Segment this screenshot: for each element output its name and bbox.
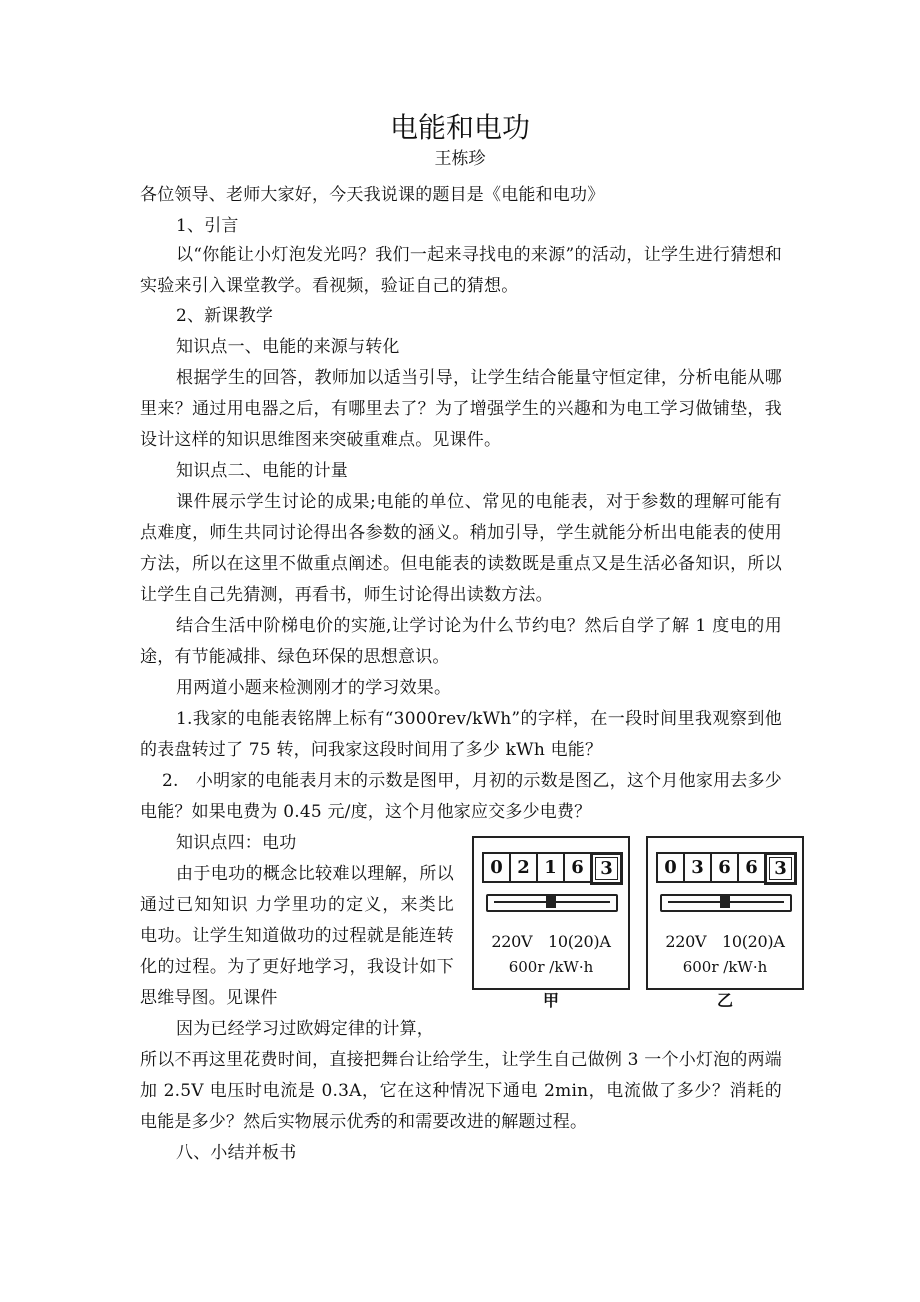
meter-reading-yi: [656, 852, 795, 885]
knowledge-point-4-heading: 知识点四：电功: [176, 833, 297, 853]
opening-paragraph: 各位领导、老师大家好，今天我说课的题目是《电能和电功》: [140, 185, 605, 205]
knowledge-point-1-heading: 知识点一、电能的来源与转化: [176, 337, 400, 357]
meter-rotor-disk: [660, 894, 792, 912]
knowledge-point-2-paragraph: 课件展示学生讨论的成果;电能的单位、常见的电能表，对于参数的理解可能有点难度，师生共同讨论得出各参数的涵义。稍加引导，学生就能分析出电能表的使用方法，所以在这里不做重点阐述。但电能表的读数既是重点又是生活必备知识，所以让学生自己先猜测，再看书，师生讨论得出读数方法。: [140, 492, 782, 605]
meter-digit: 0: [482, 852, 511, 883]
meter-constant: 600r /kW·h: [682, 958, 768, 976]
meter-digit: 6: [710, 852, 739, 883]
meter-digit: 3: [683, 852, 712, 883]
meter-figure-jia: [472, 836, 630, 1012]
tiered-pricing-paragraph: 结合生活中阶梯电价的实施,让学讨论为什么节约电？然后自学了解 1 度电的用途，有节能减排、绿色环保的思想意识。: [140, 616, 782, 667]
meter-decimal-digit: 3: [590, 852, 623, 885]
electric-meter-yi: [646, 836, 804, 990]
quiz-intro: 用两道小题来检测刚才的学习效果。: [176, 678, 452, 698]
author-name: 王栋珍: [434, 149, 486, 169]
meter-rating: 220V 10(20)A: [665, 932, 785, 951]
knowledge-point-2-heading: 知识点二、电能的计量: [176, 461, 348, 481]
intro-paragraph: 以“你能让小灯泡发光吗？我们一起来寻找电的来源”的活动，让学生进行猜想和实验来引入课堂教学。看视频，验证自己的猜想。: [140, 245, 782, 296]
meter-digit: 6: [737, 852, 766, 883]
meter-rotor-disk: [486, 894, 618, 912]
meter-rating: 220V 10(20)A: [491, 932, 611, 951]
example-3-paragraph: 所以不再这里花费时间，直接把舞台让给学生，让学生自己做例 3 一个小灯泡的两端加 2.5V 电压时电流是 0.3A，它在这种情况下通电 2min，电流做了多少？消耗的电能是多少？然后实物展示优秀的和需要改进的解题过程。: [140, 1050, 782, 1132]
rotor-mark: [546, 894, 556, 908]
meter-figure-yi: [646, 836, 804, 1012]
meter-digit: 1: [536, 852, 565, 883]
meter-reading-jia: [482, 852, 621, 885]
meter-digit: 0: [656, 852, 685, 883]
figure-label-jia: 甲: [542, 991, 559, 1010]
meter-digit: 2: [509, 852, 538, 883]
figure-label-yi: 乙: [716, 991, 733, 1010]
ohms-law-lead-in: 因为已经学习过欧姆定律的计算，: [176, 1019, 434, 1039]
rotor-mark: [720, 894, 730, 908]
section-heading-new-lesson: 2、新课教学: [176, 306, 274, 326]
meter-digit: 6: [563, 852, 592, 883]
section-heading-summary: 八、小结并板书: [176, 1143, 297, 1163]
electric-meter-jia: [472, 836, 630, 990]
knowledge-point-1-paragraph: 根据学生的回答，教师加以适当引导，让学生结合能量守恒定律，分析电能从哪里来？通过用电器之后，有哪里去了？为了增强学生的兴趣和为电工学习做铺垫，我设计这样的知识思维图来突破重难点。见课件。: [140, 368, 782, 450]
meter-constant: 600r /kW·h: [508, 958, 594, 976]
meter-decimal-digit: 3: [764, 852, 797, 885]
section-heading-intro: 1、引言: [176, 216, 239, 236]
question-2: 2. 小明家的电能表月末的示数是图甲，月初的示数是图乙，这个月他家用去多少电能？如果电费为 0.45 元/度，这个月他家应交多少电费？: [140, 771, 782, 822]
document-title: 电能和电功: [389, 111, 530, 144]
electric-work-paragraph: 由于电功的概念比较难以理解，所以通过已知知识 力学里功的定义，来类比电功。让学生知道做功的过程就是能连转化的过程。为了更好地学习，我设计如下思维导图。见课件: [140, 864, 454, 1008]
question-1: 1.我家的电能表铭牌上标有“3000rev/kWh”的字样，在一段时间里我观察到他的表盘转过了 75 转，问我家这段时间用了多少 kWh 电能？: [140, 709, 782, 760]
